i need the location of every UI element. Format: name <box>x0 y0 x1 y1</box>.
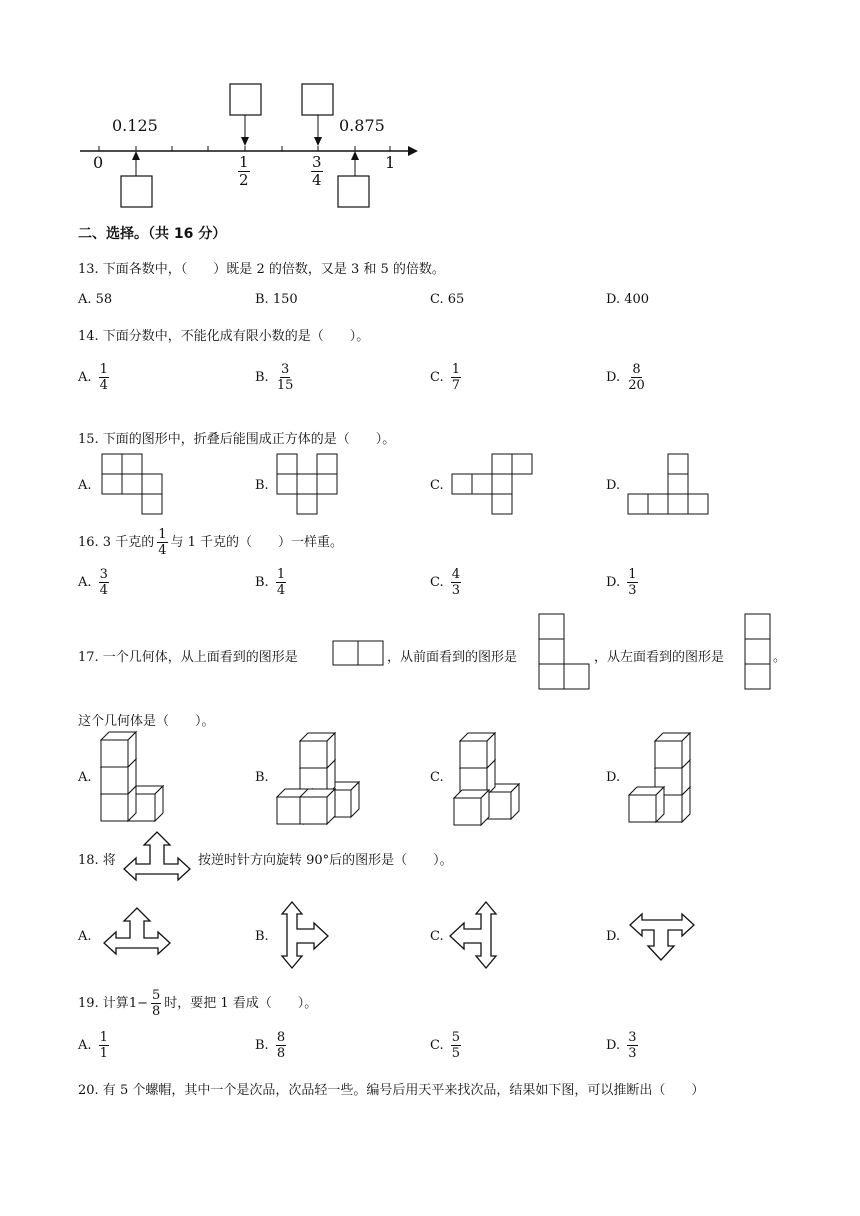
q16-option-a[interactable]: A. $\frac{3}{4}$ <box>78 567 108 598</box>
q16-option-c[interactable]: C. $\frac{4}{3}$ <box>430 567 461 598</box>
question-17-part3: ，从左面看到的图形是 <box>594 650 725 665</box>
numberline-frac-half: $\frac{1}{2}$ <box>239 153 249 189</box>
q14-option-b[interactable]: B. $\frac{3}{15}$ <box>255 362 294 393</box>
q19-option-d[interactable]: D. $\frac{3}{3}$ <box>606 1030 637 1061</box>
q13-option-a[interactable]: A. 58 <box>78 292 113 307</box>
q18-option-c-label[interactable]: C. <box>430 929 444 944</box>
q17-option-a-label[interactable]: A. <box>78 770 92 785</box>
q15-option-b-label[interactable]: B. <box>255 478 269 493</box>
question-19: 19. 计算1− $\frac{5}{8}$ 时，要把 1 看成（ ）。 <box>78 988 318 1019</box>
numberline-label-one: 1 <box>385 153 396 172</box>
q18-option-d-label[interactable]: D. <box>606 929 621 944</box>
question-14: 14. 下面分数中，不能化成有限小数的是（ ）。 <box>78 329 370 344</box>
question-18-suffix: 按逆时针方向旋转 90°后的图形是（ ）。 <box>198 853 453 868</box>
q14-option-a[interactable]: A. $\frac{1}{4}$ <box>78 362 108 393</box>
q16-option-d[interactable]: D. $\frac{1}{3}$ <box>606 567 637 598</box>
question-20: 20. 有 5 个螺帽，其中一个是次品，次品轻一些。编号后用天平来找次品，结果如下图，可以推断出（ ） <box>78 1083 705 1098</box>
q15-option-d-label[interactable]: D. <box>606 478 621 493</box>
q13-option-d[interactable]: D. 400 <box>606 292 650 307</box>
q16-option-b[interactable]: B. $\frac{1}{4}$ <box>255 567 286 598</box>
q19-option-a[interactable]: A. $\frac{1}{1}$ <box>78 1030 108 1061</box>
q13-option-b[interactable]: B. 150 <box>255 292 298 307</box>
numberline-label-zero: 0 <box>93 153 104 172</box>
q17-option-d-label[interactable]: D. <box>606 770 621 785</box>
q19-option-b[interactable]: B. $\frac{8}{8}$ <box>255 1030 286 1061</box>
q13-option-c[interactable]: C. 65 <box>430 292 465 307</box>
question-17-part1: 17. 一个几何体，从上面看到的图形是 <box>78 650 298 665</box>
q14-option-c[interactable]: C. $\frac{1}{7}$ <box>430 362 461 393</box>
q17-option-b-label[interactable]: B. <box>255 770 269 785</box>
question-16: 16. 3 千克的 $\frac{1}{4}$ 与 1 千克的（ ）一样重。 <box>78 527 344 558</box>
question-17-part2: ，从前面看到的图形是 <box>387 650 518 665</box>
q18-option-a-label[interactable]: A. <box>78 929 92 944</box>
q19-option-c[interactable]: C. $\frac{5}{5}$ <box>430 1030 461 1061</box>
q15-option-c-label[interactable]: C. <box>430 478 444 493</box>
q14-option-d[interactable]: D. $\frac{8}{20}$ <box>606 362 645 393</box>
numberline-frac-three-quarters: $\frac{3}{4}$ <box>312 153 322 189</box>
question-13: 13. 下面各数中，（ ）既是 2 的倍数，又是 3 和 5 的倍数。 <box>78 262 445 277</box>
q18-option-b-label[interactable]: B. <box>255 929 269 944</box>
numberline-label-0125: 0.125 <box>112 116 158 135</box>
numberline-label-0875: 0.875 <box>339 116 385 135</box>
question-15: 15. 下面的图形中，折叠后能围成正方体的是（ ）。 <box>78 432 396 447</box>
q15-option-a-label[interactable]: A. <box>78 478 92 493</box>
section-title: 二、选择。（共 16 分） <box>78 226 227 242</box>
question-17-line2: 这个几何体是（ ）。 <box>78 714 215 729</box>
q17-option-c-label[interactable]: C. <box>430 770 444 785</box>
question-18-prefix: 18. 将 <box>78 853 116 868</box>
question-17-part4: 。 <box>773 650 787 665</box>
